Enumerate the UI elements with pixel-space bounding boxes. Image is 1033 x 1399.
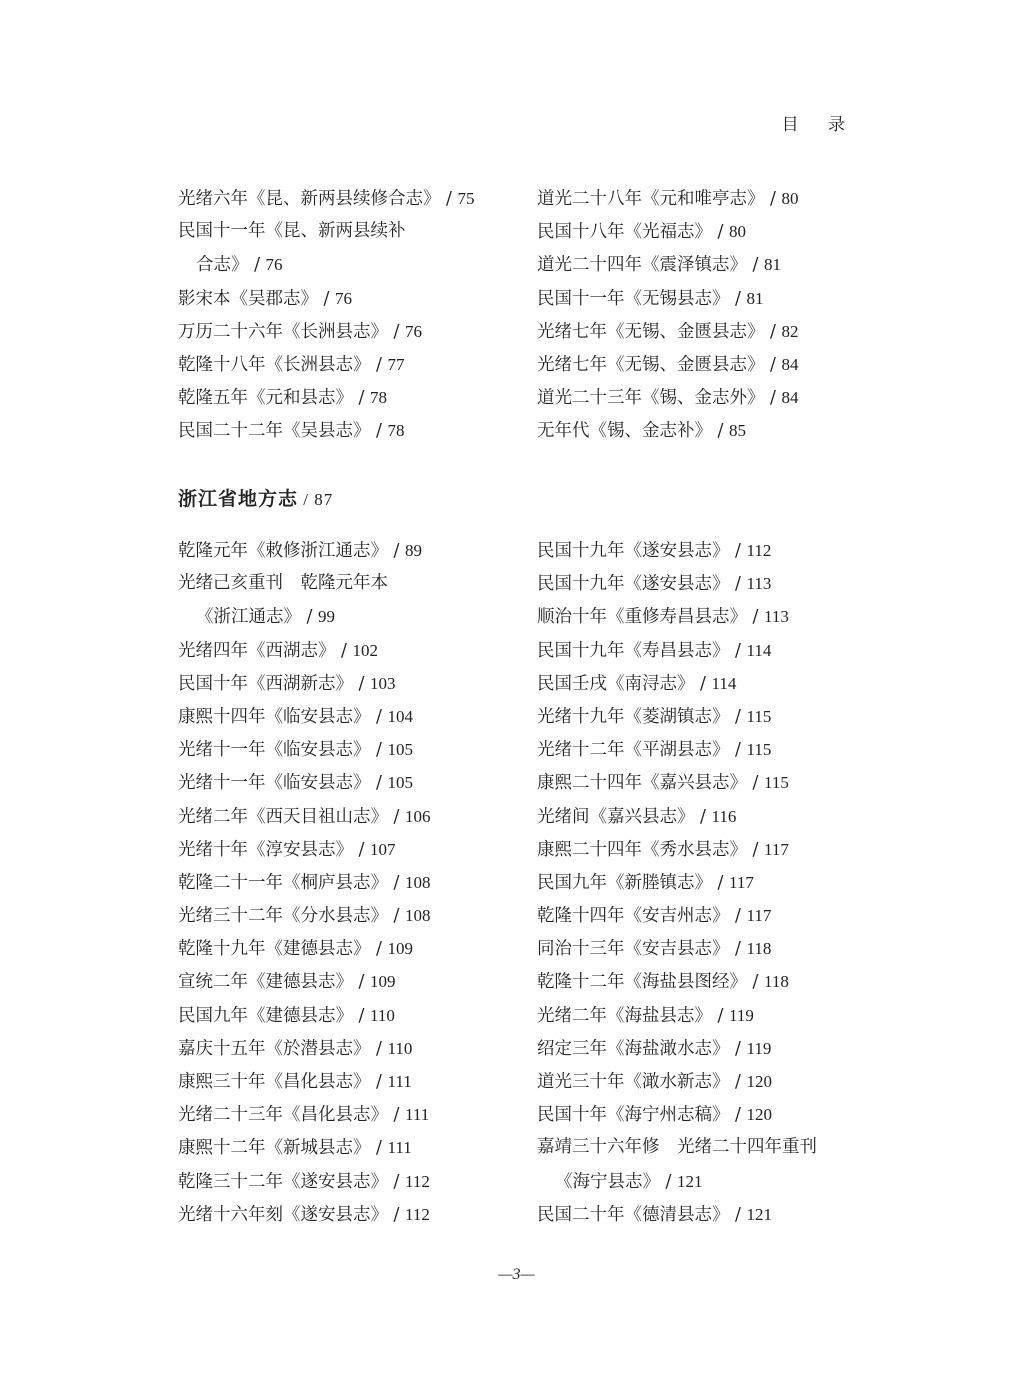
toc-entry-title: 光绪十九年《菱湖镇志》 / <box>537 706 747 727</box>
toc-entry-title: 光绪十一年《临安县志》 / <box>178 773 388 794</box>
toc-entry <box>537 215 867 248</box>
toc-entry <box>537 800 867 833</box>
toc-entry-page: 108 <box>405 872 431 892</box>
toc-entry-page: 111 <box>405 1105 430 1125</box>
toc-entry-title: 民国二十年《德清县志》 / <box>537 1204 747 1225</box>
toc-entry <box>178 600 523 633</box>
toc-entry-page: 110 <box>387 1038 413 1058</box>
toc-entry <box>178 667 523 700</box>
toc-entry <box>178 534 523 567</box>
toc-entry-title: 民国壬戌《南浔志》 / <box>537 673 712 694</box>
toc-entry-page: 120 <box>746 1105 773 1125</box>
toc-entry-title: 同治十三年《安吉县志》 / <box>537 939 747 960</box>
page-number: —3— <box>498 1266 535 1283</box>
toc-entry-page: 111 <box>387 1072 412 1091</box>
toc-entry <box>178 381 523 414</box>
toc-entry-page: 116 <box>711 806 737 826</box>
toc-entry <box>537 700 867 733</box>
toc-entry-title: 乾隆十九年《建德县志》 / <box>178 939 388 960</box>
toc-entry <box>537 182 867 215</box>
section-title <box>178 484 333 511</box>
section-title-page: / 87 <box>298 490 334 509</box>
toc-entry-page: 113 <box>746 574 772 594</box>
toc-entry <box>178 1131 523 1164</box>
toc-entry-title: 宣统二年《建德县志》 / <box>178 972 371 993</box>
toc-entry <box>178 634 523 667</box>
toc-entry-title: 万历二十六年《长洲县志》 / <box>178 321 406 342</box>
toc-entry <box>537 315 867 348</box>
toc-entry-title: 康熙二十四年《秀水县志》 / <box>537 839 765 860</box>
toc-entry <box>178 567 523 600</box>
toc-entry-page: 113 <box>764 607 789 627</box>
toc-entry-title: 无年代《锡、金志补》 / <box>537 421 730 442</box>
toc-entry <box>178 215 523 248</box>
toc-entry-title: 乾隆元年《敕修浙江通志》 / <box>178 541 406 561</box>
toc-entry-title: 光绪二年《海盐县志》 / <box>537 1005 730 1026</box>
toc-entry-title: 绍定三年《海盐澉水志》 / <box>537 1038 747 1059</box>
toc-entry-page: 117 <box>746 906 772 926</box>
toc-entry-title: 嘉靖三十六年修 光绪二十四年重刊 <box>537 1137 817 1158</box>
toc-entry <box>537 1131 867 1164</box>
toc-entry-title: 康熙二十四年《嘉兴县志》 / <box>537 773 765 794</box>
toc-entry-page: 114 <box>746 640 772 660</box>
toc-entry-page: 84 <box>781 388 799 408</box>
toc-entry-title: 《海宁县志》 / <box>555 1171 678 1192</box>
toc-entry <box>178 1065 523 1098</box>
toc-entry-page: 115 <box>746 740 772 760</box>
toc-entry <box>537 534 867 567</box>
section2-left-column <box>178 534 523 1231</box>
toc-entry <box>178 999 523 1032</box>
toc-entry <box>537 766 867 799</box>
toc-entry-page: 81 <box>764 255 782 275</box>
toc-entry-title: 嘉庆十五年《於潜县志》 / <box>178 1038 388 1059</box>
toc-entry-title: 光绪二年《西天目祖山志》 / <box>178 806 406 827</box>
toc-entry <box>178 866 523 899</box>
toc-entry <box>178 1198 523 1231</box>
toc-entry-title: 光绪间《嘉兴县志》 / <box>537 806 712 827</box>
toc-entry-title: 光绪十六年刻《遂安县志》 / <box>178 1204 406 1225</box>
toc-entry <box>537 567 867 600</box>
toc-entry <box>178 182 523 215</box>
toc-entry-page: 76 <box>335 288 353 308</box>
toc-entry <box>178 733 523 766</box>
toc-entry-page: 112 <box>405 1171 430 1191</box>
toc-entry <box>178 700 523 733</box>
toc-entry-title: 光绪十年《淳安县志》 / <box>178 839 371 860</box>
toc-entry-title: 民国十九年《寿昌县志》 / <box>537 640 747 661</box>
toc-entry <box>537 866 867 899</box>
toc-entry-page: 103 <box>370 673 396 693</box>
toc-entry-page: 112 <box>746 541 772 560</box>
toc-entry-title: 合志》 / <box>196 255 266 276</box>
toc-entry <box>178 1098 523 1131</box>
toc-entry-page: 75 <box>457 189 475 208</box>
toc-entry-title: 康熙十二年《新城县志》 / <box>178 1138 388 1159</box>
toc-entry-title: 光绪二十三年《昌化县志》 / <box>178 1105 406 1126</box>
toc-entry-title: 乾隆五年《元和县志》 / <box>178 388 371 409</box>
toc-entry <box>178 248 523 281</box>
toc-entry-title: 乾隆十八年《长洲县志》 / <box>178 354 388 375</box>
toc-entry-title: 民国十一年《无锡县志》 / <box>537 288 747 309</box>
toc-entry <box>537 600 867 633</box>
toc-entry <box>537 1065 867 1098</box>
toc-entry-page: 121 <box>746 1204 773 1224</box>
toc-entry-page: 80 <box>781 189 799 208</box>
toc-entry <box>537 634 867 667</box>
toc-entry-page: 82 <box>781 321 799 341</box>
toc-entry <box>537 414 867 447</box>
toc-entry <box>537 1032 867 1065</box>
toc-entry-title: 道光二十四年《震泽镇志》 / <box>537 255 765 276</box>
toc-entry <box>178 1032 523 1065</box>
toc-entry-title: 乾隆十二年《海盐县图经》 / <box>537 972 765 993</box>
toc-entry-page: 84 <box>781 354 799 374</box>
toc-entry-page: 89 <box>405 541 423 560</box>
toc-entry <box>537 833 867 866</box>
toc-entry-page: 105 <box>387 773 414 793</box>
toc-entry-title: 光绪三十二年《分水县志》 / <box>178 906 406 927</box>
toc-entry <box>178 315 523 348</box>
toc-entry-page: 81 <box>746 288 764 308</box>
running-header: 目 录 <box>781 115 857 135</box>
toc-entry-page: 107 <box>370 839 396 859</box>
toc-entry-page: 115 <box>746 706 772 726</box>
toc-entry <box>537 1198 867 1231</box>
toc-entry-page: 78 <box>387 421 405 441</box>
toc-entry <box>537 1098 867 1131</box>
toc-entry-title: 民国二十二年《吴县志》 / <box>178 421 388 442</box>
toc-entry <box>178 899 523 932</box>
toc-entry-page: 106 <box>405 806 431 826</box>
toc-entry <box>537 733 867 766</box>
toc-entry-page: 120 <box>746 1072 773 1091</box>
section1-left-column <box>178 182 523 448</box>
toc-entry-page: 111 <box>387 1138 412 1158</box>
toc-entry <box>537 248 867 281</box>
toc-entry-page: 102 <box>352 640 379 660</box>
toc-entry-title: 民国十八年《光福志》 / <box>537 222 730 243</box>
toc-entry-page: 99 <box>318 607 336 627</box>
toc-entry-page: 104 <box>387 706 414 726</box>
toc-entry-title: 民国十年《西湖新志》 / <box>178 673 371 694</box>
toc-entry-title: 民国十九年《遂安县志》 / <box>537 541 747 561</box>
toc-entry <box>537 667 867 700</box>
toc-entry-title: 《浙江通志》 / <box>196 607 319 628</box>
toc-entry-page: 77 <box>387 354 405 374</box>
toc-entry-page: 110 <box>370 1005 395 1025</box>
toc-entry <box>178 1165 523 1198</box>
toc-entry-page: 78 <box>370 388 388 408</box>
toc-entry-page: 80 <box>729 222 747 242</box>
toc-entry-title: 康熙三十年《昌化县志》 / <box>178 1072 388 1092</box>
toc-entry-title: 光绪七年《无锡、金匮县志》 / <box>537 354 782 375</box>
toc-entry <box>537 381 867 414</box>
toc-entry-page: 109 <box>370 972 396 992</box>
toc-entry-page: 121 <box>677 1171 703 1191</box>
toc-entry-title: 乾隆十四年《安吉州志》 / <box>537 906 747 927</box>
toc-entry <box>537 965 867 998</box>
toc-entry <box>178 348 523 381</box>
toc-entry-title: 民国九年《建德县志》 / <box>178 1005 371 1026</box>
toc-entry <box>537 999 867 1032</box>
toc-entry-title: 光绪己亥重刊 乾隆元年本 <box>178 573 388 594</box>
toc-entry-title: 光绪七年《无锡、金匮县志》 / <box>537 321 782 342</box>
toc-entry <box>178 766 523 799</box>
toc-entry-title: 道光二十八年《元和唯亭志》 / <box>537 189 782 209</box>
toc-entry-page: 115 <box>764 773 789 793</box>
toc-entry-title: 光绪四年《西湖志》 / <box>178 640 353 661</box>
toc-entry-title: 民国九年《新塍镇志》 / <box>537 872 730 893</box>
toc-entry-page: 112 <box>405 1204 430 1224</box>
toc-entry-title: 道光二十三年《锡、金志外》 / <box>537 388 782 409</box>
toc-entry-title: 民国十年《海宁州志稿》 / <box>537 1105 747 1126</box>
toc-entry <box>178 965 523 998</box>
toc-entry-page: 117 <box>764 839 789 859</box>
section2-right-column <box>537 534 867 1231</box>
toc-entry-title: 民国十一年《昆、新两县续补 <box>178 221 406 242</box>
toc-entry-page: 119 <box>746 1038 772 1058</box>
toc-entry-page: 85 <box>729 421 747 441</box>
toc-entry-page: 118 <box>746 939 772 959</box>
toc-entry <box>537 899 867 932</box>
toc-entry <box>178 282 523 315</box>
toc-entry-page: 118 <box>764 972 789 992</box>
toc-entry-title: 道光三十年《澉水新志》 / <box>537 1072 747 1092</box>
toc-entry <box>537 932 867 965</box>
toc-entry-page: 108 <box>405 906 431 926</box>
toc-entry <box>537 282 867 315</box>
toc-entry-title: 光绪十二年《平湖县志》 / <box>537 740 747 761</box>
toc-entry-page: 114 <box>711 673 737 693</box>
toc-entry-page: 76 <box>405 321 423 341</box>
toc-entry <box>537 348 867 381</box>
toc-entry-title: 乾隆三十二年《遂安县志》 / <box>178 1171 406 1192</box>
toc-entry-page: 119 <box>729 1005 754 1025</box>
toc-entry-title: 顺治十年《重修寿昌县志》 / <box>537 607 765 628</box>
section1-right-column <box>537 182 867 448</box>
toc-entry-title: 光绪六年《昆、新两县续修合志》 / <box>178 189 458 209</box>
toc-entry-title: 康熙十四年《临安县志》 / <box>178 706 388 727</box>
toc-entry <box>178 932 523 965</box>
toc-entry <box>178 800 523 833</box>
toc-entry <box>178 414 523 447</box>
toc-entry-page: 76 <box>265 255 283 275</box>
toc-entry-page: 105 <box>387 740 414 760</box>
toc-entry-title: 乾隆二十一年《桐庐县志》 / <box>178 872 406 893</box>
toc-entry-title: 影宋本《吴郡志》 / <box>178 288 336 309</box>
toc-entry-title: 光绪十一年《临安县志》 / <box>178 740 388 761</box>
toc-entry <box>537 1165 867 1198</box>
toc-entry <box>178 833 523 866</box>
toc-entry-page: 117 <box>729 872 754 892</box>
toc-entry-page: 109 <box>387 939 414 959</box>
section-title-text: 浙江省地方志 <box>178 488 299 510</box>
toc-entry-title: 民国十九年《遂安县志》 / <box>537 574 747 595</box>
